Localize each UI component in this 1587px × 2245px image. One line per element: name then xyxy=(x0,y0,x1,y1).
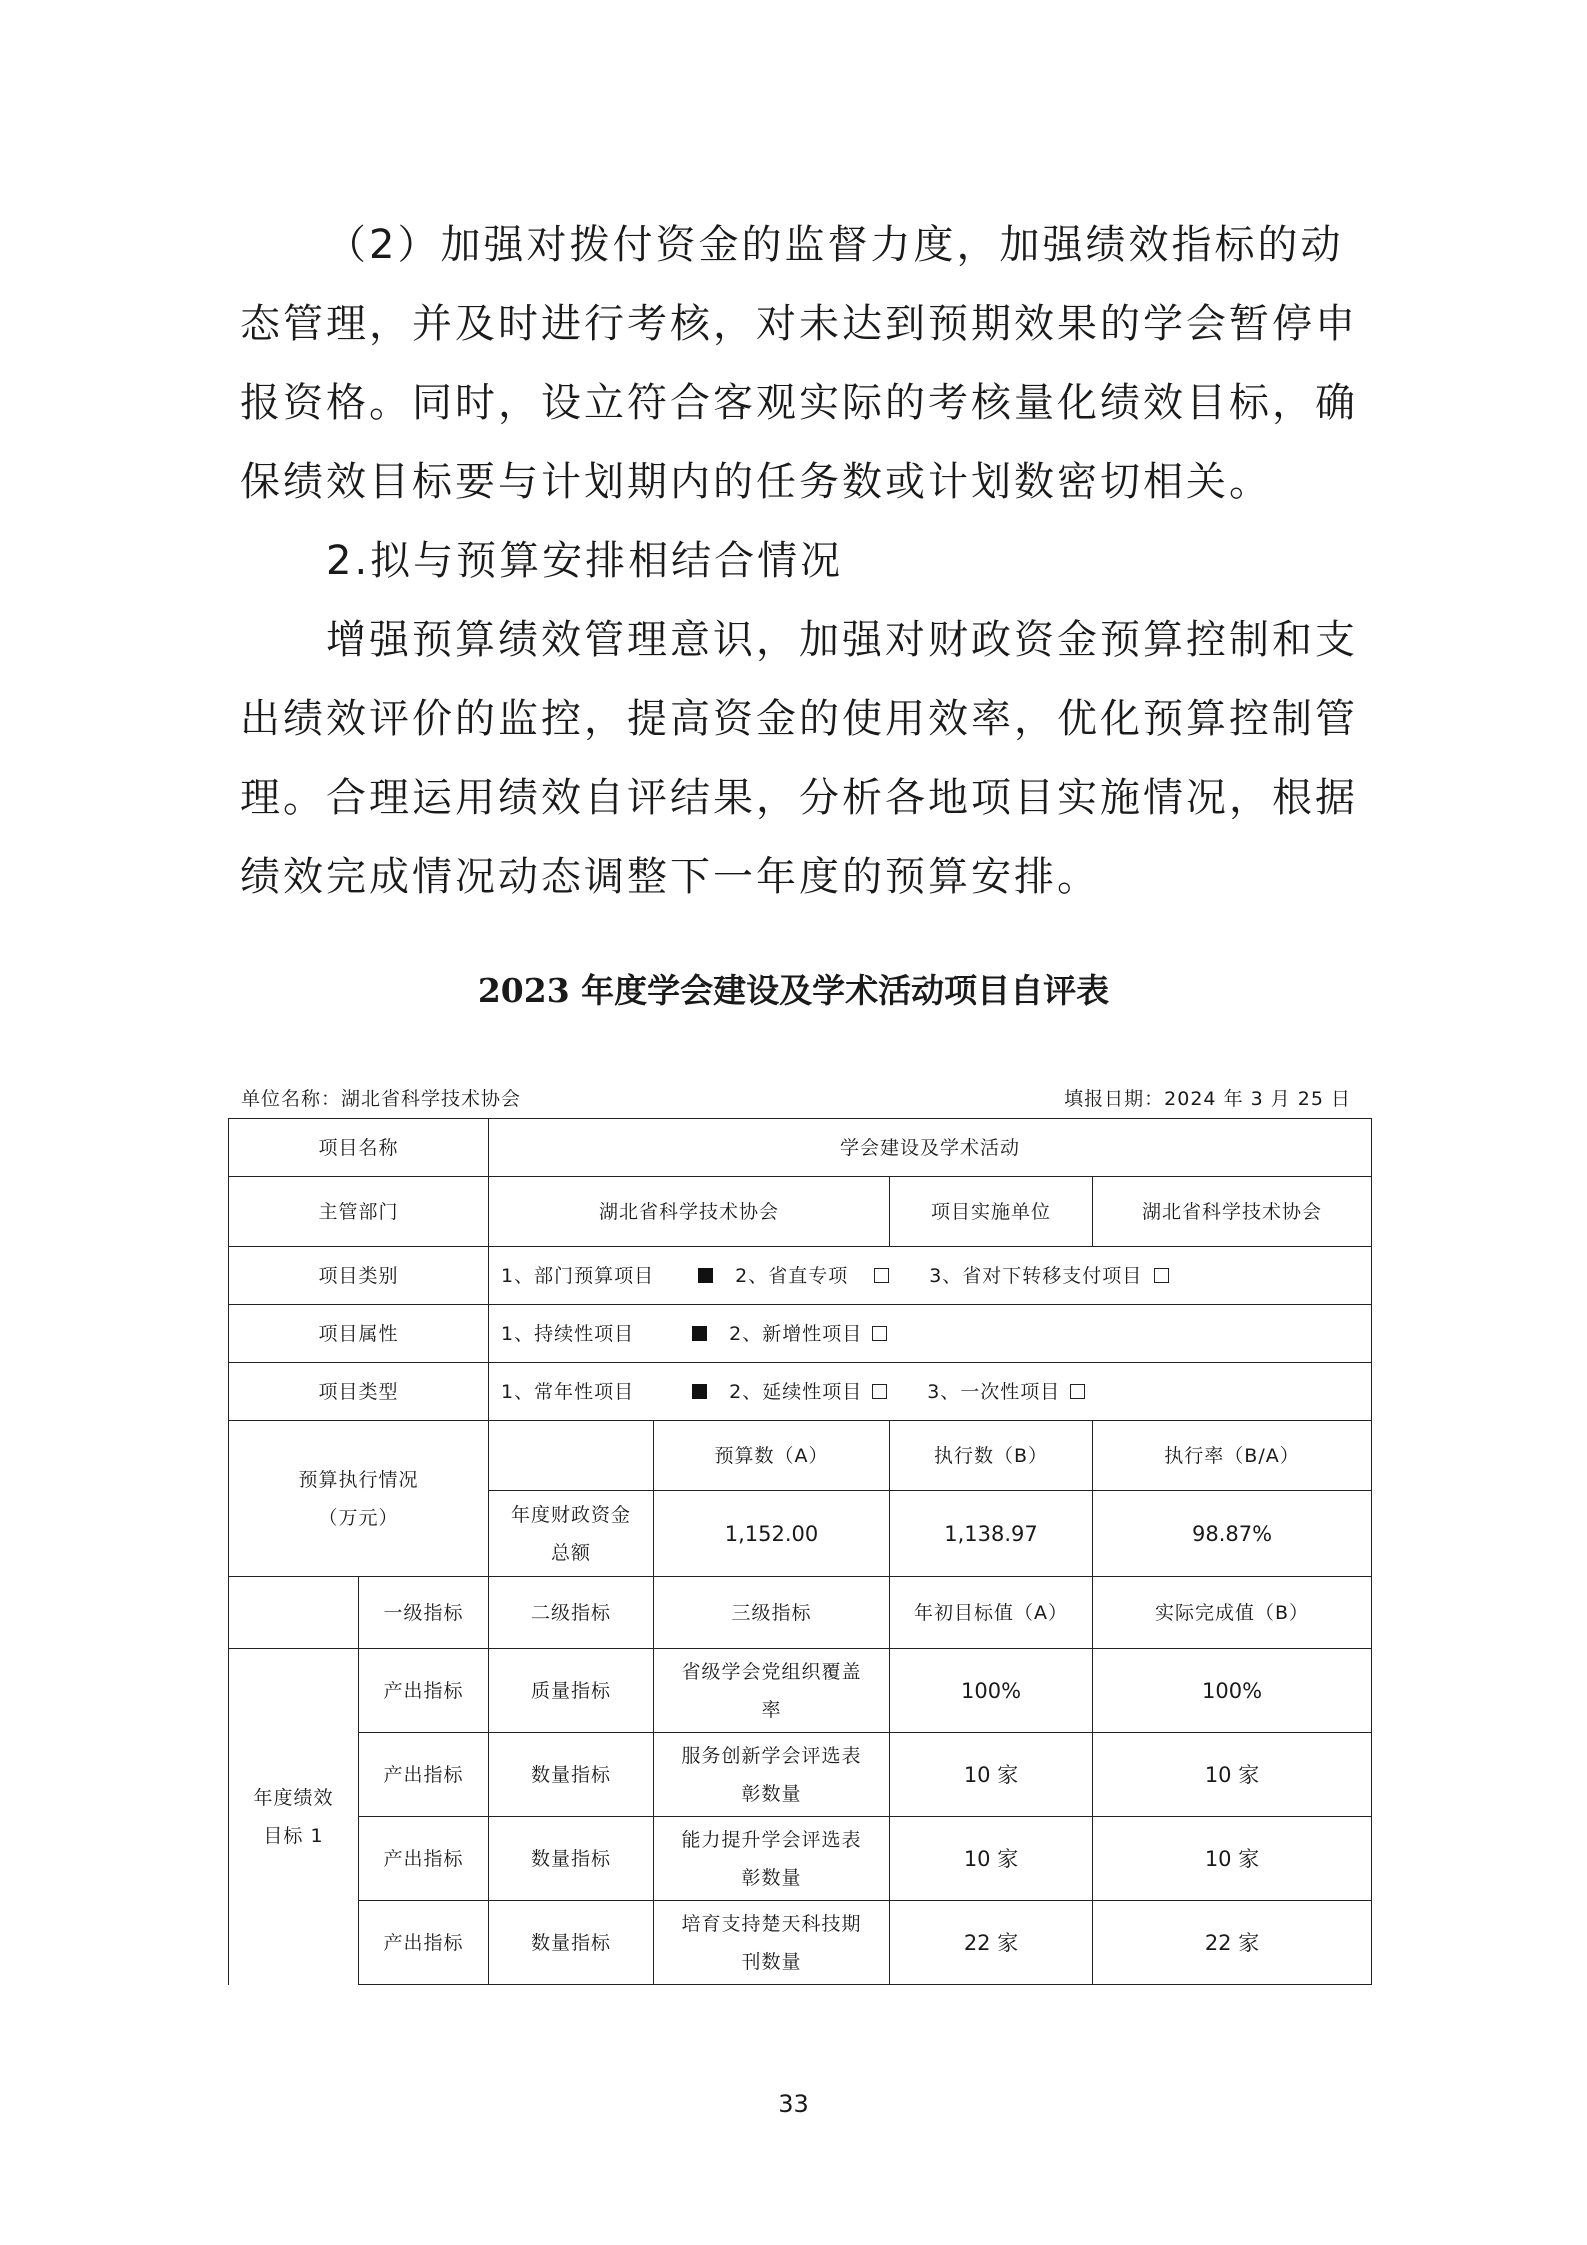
paragraph-supervision: （2）加强对拨付资金的监督力度，加强绩效指标的动态管理，并及时进行考核，对未达到预期效果的学会暂停申报资格。同时，设立符合客观实际的考核量化绩效目标，确保绩效目标要与计划期内的任务数或计划数密切相关。 xyxy=(240,222,1358,505)
project-name-value: 学会建设及学术活动 xyxy=(489,1119,1372,1177)
dept-value: 湖北省科学技术协会 xyxy=(489,1177,890,1247)
attr-label: 项目属性 xyxy=(229,1305,489,1363)
row2-l2: 数量指标 xyxy=(489,1733,654,1817)
checkbox-unchecked-icon xyxy=(1070,1384,1085,1399)
table-meta xyxy=(241,1084,1351,1114)
type-label: 项目类型 xyxy=(229,1363,489,1421)
table-row xyxy=(229,1305,1372,1363)
row1-actual: 100% xyxy=(1093,1649,1372,1733)
budget-empty-cell xyxy=(489,1421,654,1491)
row2-l3-line2: 彰数量 xyxy=(741,1782,802,1805)
budget-rate-value: 98.87% xyxy=(1093,1491,1372,1577)
checkbox-unchecked-icon xyxy=(872,1384,887,1399)
project-name-label: 项目名称 xyxy=(229,1119,489,1177)
category-label: 项目类别 xyxy=(229,1247,489,1305)
impl-unit-value: 湖北省科学技术协会 xyxy=(1093,1177,1372,1247)
indicator-header-l2: 二级指标 xyxy=(489,1577,654,1649)
checkbox-checked-icon xyxy=(692,1326,707,1341)
budget-exec-label xyxy=(229,1421,489,1577)
category-opt-transfer: 3、省对下转移支付项目 xyxy=(929,1264,1143,1287)
row2-l1: 产出指标 xyxy=(359,1733,489,1817)
table-row xyxy=(229,1901,1372,1985)
table-row xyxy=(229,1177,1372,1247)
type-opt-annual: 1、常年性项目 xyxy=(501,1380,635,1403)
impl-unit-label: 项目实施单位 xyxy=(890,1177,1093,1247)
table-row xyxy=(229,1817,1372,1901)
checkbox-checked-icon xyxy=(698,1268,713,1283)
indicator-header-actual: 实际完成值（B） xyxy=(1093,1577,1372,1649)
budget-col-a: 预算数（A） xyxy=(654,1421,890,1491)
subheading-budget-link: 2.拟与预算安排相结合情况 xyxy=(326,538,844,584)
budget-exec-label-line2: （万元） xyxy=(318,1506,399,1529)
attr-opt-continuing: 1、持续性项目 xyxy=(501,1322,635,1345)
type-opt-extended: 2、延续性项目 xyxy=(729,1380,863,1403)
row3-actual: 10 家 xyxy=(1093,1817,1372,1901)
row2-l3 xyxy=(654,1733,890,1817)
paragraph-budget-management: 增强预算绩效管理意识，加强对财政资金预算控制和支出绩效评价的监控，提高资金的使用效率，优化预算控制管理。合理运用绩效自评结果，分析各地项目实施情况，根据绩效完成情况动态调整下一年度的预算安排。 xyxy=(240,617,1358,900)
row1-l2: 质量指标 xyxy=(489,1649,654,1733)
budget-col-b: 执行数（B） xyxy=(890,1421,1093,1491)
indicator-header-l1: 一级指标 xyxy=(359,1577,489,1649)
row3-l1: 产出指标 xyxy=(359,1817,489,1901)
row1-l1: 产出指标 xyxy=(359,1649,489,1733)
table-row xyxy=(229,1577,1372,1649)
self-evaluation-table xyxy=(228,1118,1372,1985)
checkbox-checked-icon xyxy=(692,1384,707,1399)
category-opt-provincial: 2、省直专项 xyxy=(735,1264,849,1287)
budget-b-value: 1,138.97 xyxy=(890,1491,1093,1577)
annual-goal-label xyxy=(229,1649,359,1985)
row3-l3-line1: 能力提升学会评选表 xyxy=(681,1828,862,1851)
type-options xyxy=(489,1363,1372,1421)
row3-l2: 数量指标 xyxy=(489,1817,654,1901)
row3-l3-line2: 彰数量 xyxy=(741,1866,802,1889)
table-row xyxy=(229,1421,1372,1491)
body-text-block xyxy=(240,206,1360,917)
table-row xyxy=(229,1733,1372,1817)
table-row xyxy=(229,1119,1372,1177)
row4-target: 22 家 xyxy=(890,1901,1093,1985)
budget-row-label-line1: 年度财政资金 xyxy=(511,1503,632,1526)
table-row xyxy=(229,1363,1372,1421)
type-opt-onetime: 3、一次性项目 xyxy=(927,1380,1061,1403)
row4-l2: 数量指标 xyxy=(489,1901,654,1985)
row3-l3 xyxy=(654,1817,890,1901)
row2-target: 10 家 xyxy=(890,1733,1093,1817)
category-options xyxy=(489,1247,1372,1305)
indicator-header-l3: 三级指标 xyxy=(654,1577,890,1649)
row4-l1: 产出指标 xyxy=(359,1901,489,1985)
budget-col-rate: 执行率（B/A） xyxy=(1093,1421,1372,1491)
checkbox-unchecked-icon xyxy=(872,1326,887,1341)
row2-actual: 10 家 xyxy=(1093,1733,1372,1817)
budget-row-label-line2: 总额 xyxy=(551,1541,592,1564)
table-row xyxy=(229,1247,1372,1305)
row1-l3-line1: 省级学会党组织覆盖 xyxy=(681,1660,862,1683)
row3-target: 10 家 xyxy=(890,1817,1093,1901)
table-row xyxy=(229,1649,1372,1733)
annual-goal-label-line2: 目标 1 xyxy=(263,1824,324,1847)
row1-target: 100% xyxy=(890,1649,1093,1733)
checkbox-unchecked-icon xyxy=(1154,1268,1169,1283)
checkbox-unchecked-icon xyxy=(874,1268,889,1283)
row1-l3 xyxy=(654,1649,890,1733)
attr-opt-new: 2、新增性项目 xyxy=(729,1322,863,1345)
table-title: 2023 年度学会建设及学术活动项目自评表 xyxy=(477,971,1110,1010)
indicator-header-target: 年初目标值（A） xyxy=(890,1577,1093,1649)
attr-options xyxy=(489,1305,1372,1363)
row4-l3 xyxy=(654,1901,890,1985)
budget-a-value: 1,152.00 xyxy=(654,1491,890,1577)
row4-l3-line1: 培育支持楚天科技期 xyxy=(681,1912,862,1935)
row1-l3-line2: 率 xyxy=(761,1698,782,1721)
dept-label: 主管部门 xyxy=(229,1177,489,1247)
budget-row-label xyxy=(489,1491,654,1577)
budget-exec-label-line1: 预算执行情况 xyxy=(298,1468,419,1491)
category-opt-dept-budget: 1、部门预算项目 xyxy=(501,1264,655,1287)
page-number: 33 xyxy=(778,2090,809,2118)
annual-goal-label-line1: 年度绩效 xyxy=(253,1786,334,1809)
unit-name: 单位名称：湖北省科学技术协会 xyxy=(241,1088,522,1110)
row4-actual: 22 家 xyxy=(1093,1901,1372,1985)
row4-l3-line2: 刊数量 xyxy=(741,1950,802,1973)
fill-date: 填报日期：2024 年 3 月 25 日 xyxy=(1064,1088,1351,1110)
row2-l3-line1: 服务创新学会评选表 xyxy=(681,1744,862,1767)
indicator-header-blank xyxy=(229,1577,359,1649)
